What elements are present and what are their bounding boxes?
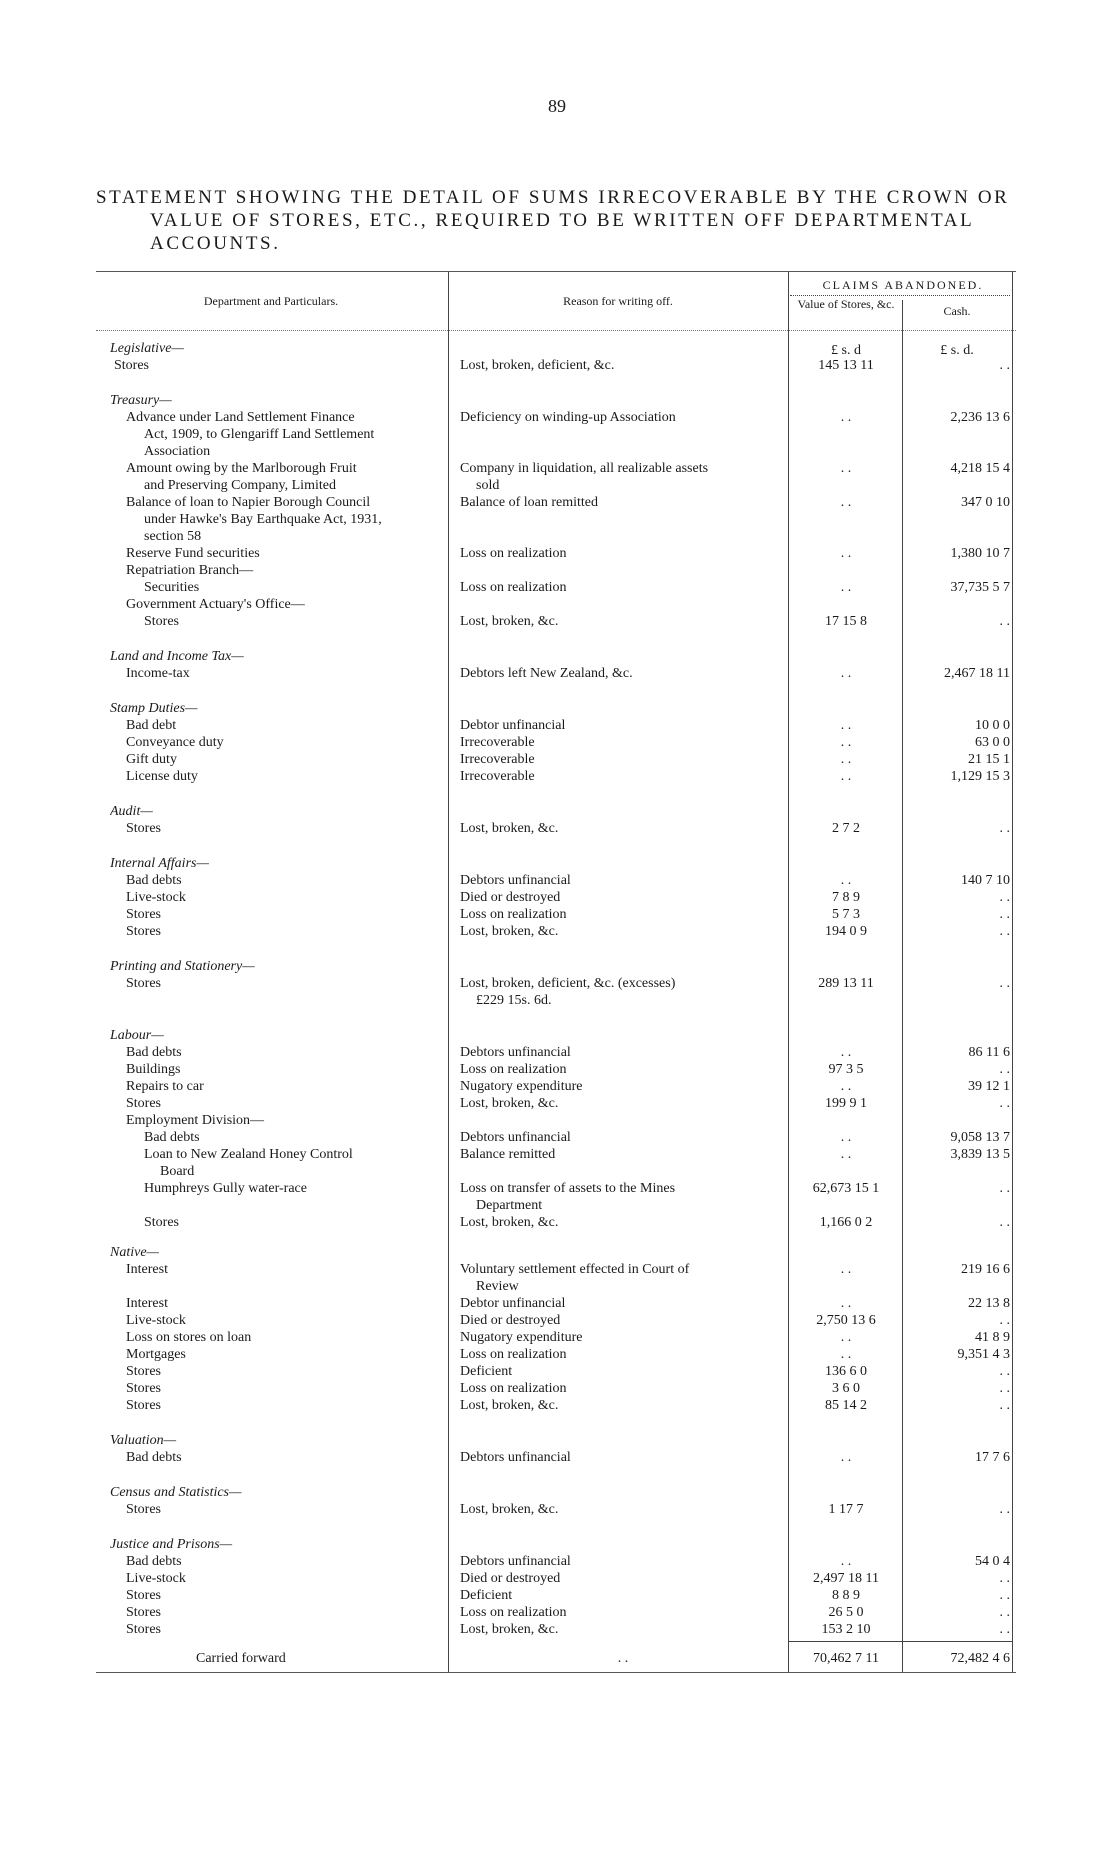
cash-value-cell: . . <box>999 976 1010 991</box>
header-claims-abandoned: CLAIMS ABANDONED. <box>822 278 984 292</box>
particulars-cell: Board <box>160 1164 195 1179</box>
stores-value-cell: . . <box>840 1330 852 1345</box>
cash-value-cell: 347 0 10 <box>961 495 1010 510</box>
stores-value-cell: 62,673 15 1 <box>812 1181 880 1196</box>
section-heading-row <box>0 648 1114 665</box>
cash-value-cell: . . <box>999 821 1010 836</box>
particulars-cell: Bad debts <box>126 1045 182 1060</box>
particulars-cell: Loan to New Zealand Honey Control <box>144 1147 353 1162</box>
table-row <box>0 1261 1114 1278</box>
department-heading: Native— <box>110 1245 159 1260</box>
stores-value-cell: 97 3 5 <box>828 1062 864 1077</box>
table-bottom-rule <box>96 1672 1016 1673</box>
cash-value-cell: . . <box>999 614 1010 629</box>
header-department: Department and Particulars. <box>203 294 339 308</box>
reason-cell: Nugatory expenditure <box>460 1330 583 1345</box>
table-row <box>0 1112 1114 1129</box>
table-row <box>0 717 1114 734</box>
stores-value-cell: 136 6 0 <box>825 1364 867 1379</box>
table-row <box>0 872 1114 889</box>
reason-cell: Debtors unfinancial <box>460 1450 571 1465</box>
particulars-cell: Conveyance duty <box>126 735 224 750</box>
units-stores: £ s. d <box>831 343 861 358</box>
stores-value-cell: 153 2 10 <box>821 1622 871 1637</box>
particulars-cell: Stores <box>126 1364 161 1379</box>
stores-value-cell: 7 8 9 <box>832 890 860 905</box>
cash-value-cell: 3,839 13 5 <box>950 1147 1010 1162</box>
stores-value-cell: . . <box>840 1262 852 1277</box>
reason-cell: Debtor unfinancial <box>460 1296 566 1311</box>
table-row <box>0 1346 1114 1363</box>
particulars-cell: Gift duty <box>126 752 177 767</box>
particulars-cell: Stores <box>144 1215 179 1230</box>
stores-value-cell: . . <box>840 546 852 561</box>
department-heading: Printing and Stationery— <box>110 959 255 974</box>
section-heading-row <box>0 1484 1114 1501</box>
reason-cell: sold <box>476 478 500 493</box>
table-top-rule <box>96 271 1016 272</box>
section-heading-row <box>0 1027 1114 1044</box>
reason-cell: Lost, broken, &c. <box>460 821 559 836</box>
stores-value-cell: . . <box>840 666 852 681</box>
section-heading-row <box>0 803 1114 820</box>
cash-value-cell: . . <box>999 1588 1010 1603</box>
reason-cell: Loss on realization <box>460 1381 567 1396</box>
table-row <box>0 511 1114 528</box>
reason-cell: £229 15s. 6d. <box>476 993 552 1008</box>
stores-value-cell: . . <box>840 410 852 425</box>
cash-value-cell: . . <box>999 1062 1010 1077</box>
stores-value-cell: . . <box>840 1450 852 1465</box>
stores-value-cell: 145 13 11 <box>818 358 874 373</box>
particulars-cell: Amount owing by the Marlborough Fruit <box>126 461 357 476</box>
stores-value-cell: . . <box>840 1554 852 1569</box>
reason-cell: Lost, broken, &c. <box>460 1622 559 1637</box>
reason-cell: Irrecoverable <box>460 752 535 767</box>
reason-cell: Died or destroyed <box>460 1313 561 1328</box>
cash-value-cell: 17 7 6 <box>975 1450 1010 1465</box>
cash-value-cell: 140 7 10 <box>961 873 1010 888</box>
stores-value-cell: . . <box>840 1296 852 1311</box>
table-row <box>0 426 1114 443</box>
stores-value-cell: 26 5 0 <box>828 1605 864 1620</box>
section-heading-row <box>0 855 1114 872</box>
department-heading: Census and Statistics— <box>110 1485 242 1500</box>
table-row <box>0 409 1114 426</box>
department-heading: Stamp Duties— <box>110 701 198 716</box>
particulars-cell: Balance of loan to Napier Borough Council <box>126 495 371 510</box>
particulars-cell: Loss on stores on loan <box>126 1330 252 1345</box>
cash-value-cell: 37,735 5 7 <box>950 580 1010 595</box>
stores-value-cell: . . <box>840 769 852 784</box>
table-row <box>0 975 1114 992</box>
cash-value-cell: 1,380 10 7 <box>950 546 1010 561</box>
department-heading: Audit— <box>110 804 153 819</box>
particulars-cell: Stores <box>126 976 161 991</box>
cash-value-cell: 86 11 6 <box>968 1045 1010 1060</box>
department-heading: Treasury— <box>110 393 172 408</box>
title-line-3: ACCOUNTS. <box>150 233 281 254</box>
cash-value-cell: . . <box>999 1381 1010 1396</box>
table-row <box>0 477 1114 494</box>
cash-value-cell: . . <box>999 1215 1010 1230</box>
particulars-cell: Employment Division— <box>126 1113 265 1128</box>
table-row <box>0 1278 1114 1295</box>
stores-value-cell: 85 14 2 <box>825 1398 867 1413</box>
table-row <box>0 1129 1114 1146</box>
particulars-cell: Stores <box>126 907 161 922</box>
particulars-cell: Stores <box>126 1588 161 1603</box>
department-heading: Valuation— <box>110 1433 177 1448</box>
table-row <box>0 579 1114 596</box>
title-line-2: VALUE OF STORES, ETC., REQUIRED TO BE WRITTEN OFF DEPARTMENTAL <box>150 210 975 231</box>
reason-cell: Review <box>476 1279 519 1294</box>
stores-value-cell: 2 7 2 <box>832 821 860 836</box>
reason-cell: Debtors unfinancial <box>460 1045 571 1060</box>
reason-cell: Loss on realization <box>460 546 567 561</box>
particulars-cell: Stores <box>126 1622 161 1637</box>
carried-forward-reason: . . <box>617 1651 629 1666</box>
particulars-cell: Mortgages <box>126 1347 186 1362</box>
cash-value-cell: 41 8 9 <box>975 1330 1010 1345</box>
cash-value-cell: . . <box>999 1605 1010 1620</box>
cash-value-cell: . . <box>999 1364 1010 1379</box>
particulars-cell: Bad debts <box>126 873 182 888</box>
department-heading: Labour— <box>110 1028 164 1043</box>
table-row <box>0 1095 1114 1112</box>
reason-cell: Balance remitted <box>460 1147 556 1162</box>
table-row <box>0 1044 1114 1061</box>
particulars-cell: Act, 1909, to Glengariff Land Settlement <box>144 427 375 442</box>
stores-value-cell: 2,497 18 11 <box>813 1571 879 1586</box>
table-row <box>0 1570 1114 1587</box>
particulars-cell: Stores <box>126 924 161 939</box>
table-row <box>0 889 1114 906</box>
table-row <box>0 1397 1114 1414</box>
reason-cell: Company in liquidation, all realizable assets <box>460 461 709 476</box>
particulars-cell: Stores <box>144 614 179 629</box>
particulars-cell: Stores <box>126 821 161 836</box>
stores-value-cell: . . <box>840 1147 852 1162</box>
reason-cell: Died or destroyed <box>460 890 561 905</box>
particulars-cell: Interest <box>126 1262 168 1277</box>
table-row <box>0 1295 1114 1312</box>
stores-value-cell: 1,166 0 2 <box>819 1215 873 1230</box>
title-line-1: STATEMENT SHOWING THE DETAIL OF SUMS IRRECOVERABLE BY THE CROWN OR <box>96 187 1010 208</box>
table-row <box>0 443 1114 460</box>
reason-cell: Voluntary settlement effected in Court of <box>460 1262 690 1277</box>
particulars-cell: Income-tax <box>126 666 190 681</box>
reason-cell: Debtors unfinancial <box>460 873 571 888</box>
cash-value-cell: 2,467 18 11 <box>944 666 1010 681</box>
table-row <box>0 528 1114 545</box>
section-heading-row <box>0 1244 1114 1261</box>
stores-value-cell: 289 13 11 <box>818 976 874 991</box>
stores-value-cell: 5 7 3 <box>832 907 860 922</box>
department-heading: Justice and Prisons— <box>110 1537 233 1552</box>
particulars-cell: Government Actuary's Office— <box>126 597 305 612</box>
reason-cell: Loss on transfer of assets to the Mines <box>460 1181 676 1196</box>
table-row <box>0 820 1114 837</box>
stores-value-cell: . . <box>840 1079 852 1094</box>
reason-cell: Deficient <box>460 1364 513 1379</box>
header-bottom-rule <box>96 330 1016 331</box>
particulars-cell: Bad debts <box>126 1450 182 1465</box>
reason-cell: Lost, broken, &c. <box>460 924 559 939</box>
section-heading-row <box>0 392 1114 409</box>
table-row <box>0 545 1114 562</box>
carried-forward-row <box>0 1650 1114 1667</box>
table-row <box>0 613 1114 630</box>
particulars-cell: Bad debt <box>126 718 177 733</box>
table-row <box>0 596 1114 613</box>
stores-value-cell: . . <box>840 461 852 476</box>
particulars-cell: Securities <box>144 580 200 595</box>
reason-cell: Lost, broken, &c. <box>460 1502 559 1517</box>
table-row <box>0 1449 1114 1466</box>
table-row <box>0 665 1114 682</box>
reason-cell: Irrecoverable <box>460 735 535 750</box>
particulars-cell: Association <box>144 444 211 459</box>
table-row <box>0 751 1114 768</box>
particulars-cell: Bad debts <box>126 1554 182 1569</box>
particulars-cell: Stores <box>126 1381 161 1396</box>
reason-cell: Lost, broken, deficient, &c. (excesses) <box>460 976 676 991</box>
stores-value-cell: 3 6 0 <box>832 1381 860 1396</box>
table-row <box>0 357 1114 374</box>
units-cash: £ s. d. <box>940 343 974 358</box>
cash-value-cell: 63 0 0 <box>975 735 1010 750</box>
cash-value-cell: 9,351 4 3 <box>957 1347 1010 1362</box>
table-row <box>0 1163 1114 1180</box>
particulars-cell: Buildings <box>126 1062 181 1077</box>
section-heading-row <box>0 700 1114 717</box>
cash-value-cell: . . <box>999 1571 1010 1586</box>
reason-cell: Loss on realization <box>460 1062 567 1077</box>
table-row <box>0 1312 1114 1329</box>
reason-cell: Department <box>476 1198 543 1213</box>
reason-cell: Lost, broken, &c. <box>460 1215 559 1230</box>
cash-value-cell: 54 0 4 <box>975 1554 1010 1569</box>
section-heading-row <box>0 340 1114 357</box>
particulars-cell: under Hawke's Bay Earthquake Act, 1931, <box>144 512 382 527</box>
cash-value-cell: 22 13 8 <box>968 1296 1010 1311</box>
particulars-cell: Live-stock <box>126 1313 186 1328</box>
stores-value-cell: . . <box>840 1045 852 1060</box>
table-row <box>0 1180 1114 1197</box>
reason-cell: Loss on realization <box>460 1347 567 1362</box>
reason-cell: Lost, broken, deficient, &c. <box>460 358 615 373</box>
reason-cell: Lost, broken, &c. <box>460 614 559 629</box>
total-rule <box>788 1641 1012 1642</box>
particulars-cell: section 58 <box>144 529 202 544</box>
table-row <box>0 734 1114 751</box>
carried-forward-label: Carried forward <box>196 1651 286 1666</box>
stores-value-cell: . . <box>840 1130 852 1145</box>
reason-cell: Irrecoverable <box>460 769 535 784</box>
stores-value-cell: 17 15 8 <box>825 614 867 629</box>
table-row <box>0 1501 1114 1518</box>
cash-value-cell: 9,058 13 7 <box>950 1130 1010 1145</box>
particulars-cell: Live-stock <box>126 890 186 905</box>
reason-cell: Balance of loan remitted <box>460 495 598 510</box>
table-row <box>0 1380 1114 1397</box>
cash-value-cell: 10 0 0 <box>975 718 1010 733</box>
header-claims-rule <box>790 295 1010 296</box>
reason-cell: Loss on realization <box>460 907 567 922</box>
particulars-cell: License duty <box>126 769 198 784</box>
cash-value-cell: 39 12 1 <box>968 1079 1010 1094</box>
particulars-cell: Stores <box>126 1502 161 1517</box>
cash-value-cell: . . <box>999 907 1010 922</box>
table-row <box>0 1553 1114 1570</box>
particulars-cell: Reserve Fund securities <box>126 546 260 561</box>
table-row <box>0 562 1114 579</box>
table-row <box>0 1329 1114 1346</box>
reason-cell: Debtor unfinancial <box>460 718 566 733</box>
stores-value-cell: 194 0 9 <box>825 924 867 939</box>
reason-cell: Loss on realization <box>460 580 567 595</box>
reason-cell: Nugatory expenditure <box>460 1079 583 1094</box>
reason-cell: Deficient <box>460 1588 513 1603</box>
reason-cell: Debtors unfinancial <box>460 1554 571 1569</box>
particulars-cell: Live-stock <box>126 1571 186 1586</box>
particulars-cell: Stores <box>126 1096 161 1111</box>
table-row <box>0 494 1114 511</box>
page-title <box>96 186 1016 255</box>
stores-value-cell: 1 17 7 <box>828 1502 864 1517</box>
carried-forward-stores: 70,462 7 11 <box>813 1651 879 1666</box>
cash-value-cell: . . <box>999 890 1010 905</box>
reason-cell: Loss on realization <box>460 1605 567 1620</box>
table-row <box>0 1587 1114 1604</box>
reason-cell: Deficiency on winding-up Association <box>460 410 676 425</box>
cash-value-cell: 219 16 6 <box>961 1262 1010 1277</box>
stores-value-cell: 199 9 1 <box>825 1096 867 1111</box>
cash-value-cell: . . <box>999 1622 1010 1637</box>
table-row <box>0 923 1114 940</box>
table-row <box>0 992 1114 1009</box>
table-row <box>0 768 1114 785</box>
table-row <box>0 1604 1114 1621</box>
reason-cell: Died or destroyed <box>460 1571 561 1586</box>
cash-value-cell: 1,129 15 3 <box>950 769 1010 784</box>
reason-cell: Debtors left New Zealand, &c. <box>460 666 633 681</box>
table-row <box>0 1621 1114 1638</box>
stores-value-cell: 8 8 9 <box>832 1588 860 1603</box>
particulars-cell: Advance under Land Settlement Finance <box>126 410 355 425</box>
stores-value-cell: . . <box>840 580 852 595</box>
department-heading: Internal Affairs— <box>110 856 209 871</box>
table-row <box>0 1363 1114 1380</box>
table-row <box>0 460 1114 477</box>
header-cash: Cash. <box>943 304 971 318</box>
department-heading: Legislative— <box>110 341 184 356</box>
page-number: 89 <box>548 96 566 116</box>
header-reason: Reason for writing off. <box>563 294 673 308</box>
stores-value-cell: . . <box>840 752 852 767</box>
cash-value-cell: . . <box>999 924 1010 939</box>
particulars-cell: Humphreys Gully water-race <box>144 1181 307 1196</box>
section-heading-row <box>0 1536 1114 1553</box>
stores-value-cell: . . <box>840 718 852 733</box>
reason-cell: Lost, broken, &c. <box>460 1096 559 1111</box>
table-row <box>0 906 1114 923</box>
cash-value-cell: . . <box>999 1502 1010 1517</box>
cash-value-cell: 2,236 13 6 <box>950 410 1010 425</box>
section-heading-row <box>0 958 1114 975</box>
section-heading-row <box>0 1432 1114 1449</box>
carried-forward-cash: 72,482 4 6 <box>950 1651 1010 1666</box>
department-heading: Land and Income Tax— <box>110 649 244 664</box>
particulars-cell: Interest <box>126 1296 168 1311</box>
cash-value-cell: 21 15 1 <box>968 752 1010 767</box>
table-row <box>0 1061 1114 1078</box>
table-row <box>0 1078 1114 1095</box>
table-row <box>0 1214 1114 1231</box>
stores-value-cell: . . <box>840 495 852 510</box>
cash-value-cell: . . <box>999 1398 1010 1413</box>
particulars-cell: Stores <box>114 358 149 373</box>
table-row <box>0 1146 1114 1163</box>
table-row <box>0 1197 1114 1214</box>
header-value-of-stores: Value of Stores, &c. <box>797 297 895 311</box>
stores-value-cell: . . <box>840 735 852 750</box>
cash-value-cell: . . <box>999 358 1010 373</box>
reason-cell: Debtors unfinancial <box>460 1130 571 1145</box>
cash-value-cell: . . <box>999 1181 1010 1196</box>
particulars-cell: Stores <box>126 1605 161 1620</box>
cash-value-cell: . . <box>999 1313 1010 1328</box>
stores-value-cell: . . <box>840 1347 852 1362</box>
cash-value-cell: 4,218 15 4 <box>950 461 1010 476</box>
particulars-cell: and Preserving Company, Limited <box>144 478 336 493</box>
stores-value-cell: 2,750 13 6 <box>816 1313 876 1328</box>
particulars-cell: Bad debts <box>144 1130 200 1145</box>
stores-value-cell: . . <box>840 873 852 888</box>
reason-cell: Lost, broken, &c. <box>460 1398 559 1413</box>
particulars-cell: Repatriation Branch— <box>126 563 254 578</box>
particulars-cell: Repairs to car <box>126 1079 204 1094</box>
cash-value-cell: . . <box>999 1096 1010 1111</box>
particulars-cell: Stores <box>126 1398 161 1413</box>
